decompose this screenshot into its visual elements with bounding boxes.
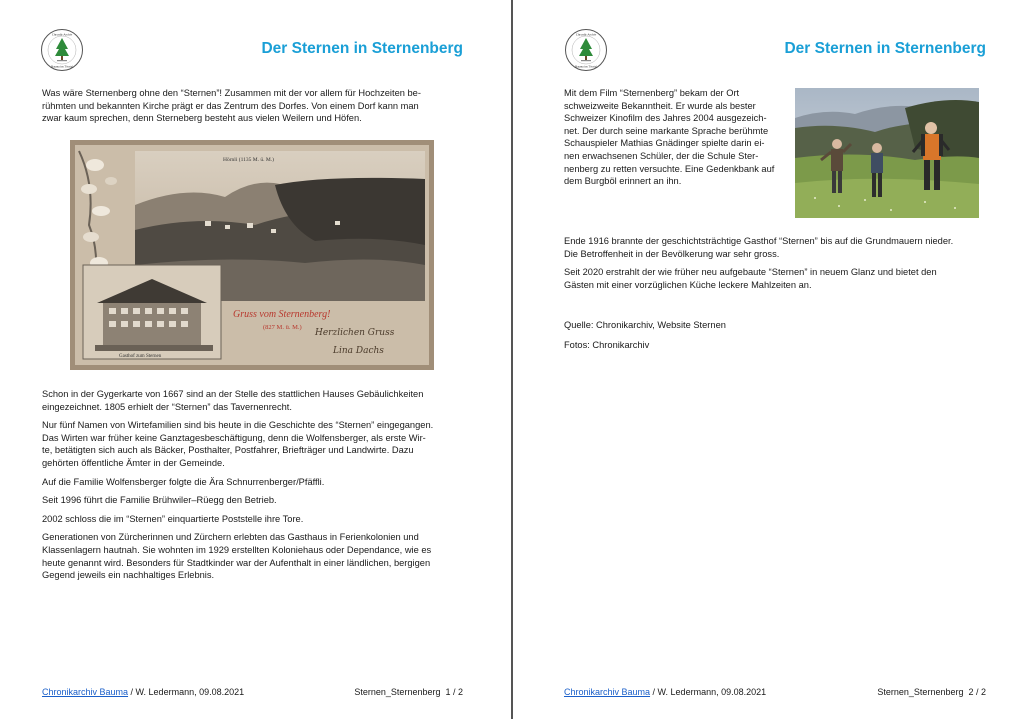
svg-text:Herzlichen Gruss: Herzlichen Gruss: [315, 328, 395, 338]
paragraph: Seit 2020 erstrahlt der wie früher neu aufgebaute “Sternen” in neuem Glanz und bietet den Gästen mit einer vorzüglichen Küche leckere Mahlzeiten an.: [564, 267, 937, 290]
paragraph: 2002 schloss die im “Sternen” einquartierte Poststelle ihre Tore.: [42, 513, 304, 524]
svg-text:Chronik-Archiv: Chronik-Archiv: [575, 32, 597, 37]
svg-text:Hörnli (1135 M. ü. M.): Hörnli (1135 M. ü. M.): [223, 157, 274, 163]
svg-text:Gasthof zum Sternen: Gasthof zum Sternen: [119, 354, 162, 359]
main-text: [42, 388, 482, 588]
footer-left: [42, 687, 244, 697]
chronik-archiv-logo-icon: [564, 28, 608, 72]
intro-text: [42, 87, 472, 131]
footer-author: / W. Ledermann, 09.08.2021: [128, 687, 245, 697]
paragraph: Ende 1916 brannte der geschichtsträchtige Gasthof “Sternen” bis auf die Grundmauern nieder. Die Betroffenheit in der Bevölkerung war sehr gross.: [564, 236, 954, 259]
footer-page-number: 2 / 2: [968, 687, 986, 697]
svg-text:Bauma im Tösstal: Bauma im Tösstal: [51, 64, 73, 69]
paragraph: Nur fünf Namen von Wirtefamilien sind bis heute in die Geschichte des “Sternen” eingegangen. Das Wirten war früher keine Ganztagesbeschäftigung, denn die Wolfensberger, als erste Wir- te, betätigten sich auch als Bäcker, Posthalter, Postfahrer, Briefträger und Landwirte. Dazu gehörten öffentliche Ämter in der Gemeinde.: [42, 420, 434, 468]
paragraph: Auf die Familie Wolfensberger folgte die Ära Schnurrenberger/Pfäffli.: [42, 476, 325, 487]
main-text: [564, 235, 1004, 297]
paragraph: Was wäre Sternenberg ohne den “Sternen”! Zusammen mit der vor allem für Hochzeiten be- rühmten und bekannten Kirche prägt er das Zentrum des Dorfes. Von einem Dorf kann man zwar kaum sprechen, denn Sterneberg besteht aus vielen Weilern und Höfen.: [42, 88, 421, 124]
paragraph: Mit dem Film “Sternenberg” bekam der Ort schweizweite Bekanntheit. Er wurde als bester Schweizer Kinofilm des Jahres 2004 ausgezeich- net. Der durch seine markante Sprache berühmte Schauspieler Mathias Gnädinger spielte darin ei- nen erwachsenen Schüler, der die Schule Ster- nenberg zu retten versuchte. Eine Gedenkbank auf dem Burgböl erinnert an ihn.: [564, 88, 775, 187]
svg-text:Bauma im Tösstal: Bauma im Tösstal: [575, 64, 597, 69]
footer-page-number: 1 / 2: [445, 687, 463, 697]
paragraph: Schon in der Gygerkarte von 1667 sind an der Stelle des stattlichen Hauses Gebäulichkeiten eingezeichnet. 1805 erhielt der “Sternen” das Tavernenrecht.: [42, 389, 424, 412]
svg-text:Lina Dachs: Lina Dachs: [333, 346, 384, 356]
page-title: Der Sternen in Sternenberg: [784, 40, 986, 57]
sources: [564, 319, 1004, 357]
svg-text:Gruss vom Sternenberg!: Gruss vom Sternenberg!: [233, 309, 331, 320]
paragraph: Seit 1996 führt die Familie Brühwiler–Rüegg den Betrieb.: [42, 495, 277, 506]
postcard-illustration: [75, 145, 429, 365]
source-line: Quelle: Chronikarchiv, Website Sternen: [564, 320, 726, 330]
chronikarchiv-link[interactable]: Chronikarchiv Bauma: [564, 687, 651, 697]
page-title: Der Sternen in Sternenberg: [261, 40, 463, 57]
svg-text:Chronik-Archiv: Chronik-Archiv: [51, 32, 73, 37]
chronikarchiv-link[interactable]: Chronikarchiv Bauma: [42, 687, 129, 697]
footer-filename: Sternen_Sternenberg: [354, 687, 441, 697]
film-still-photo: [795, 88, 979, 218]
photo-credit: Fotos: Chronikarchiv: [564, 339, 650, 350]
film-still-illustration: [795, 88, 979, 218]
footer-right: [877, 687, 986, 697]
document-page-1: [0, 0, 511, 719]
footer-left: [564, 687, 766, 697]
footer-author: / W. Ledermann, 09.08.2021: [650, 687, 767, 697]
footer-right: [354, 687, 463, 697]
paragraph: Generationen von Zürcherinnen und Zürchern erlebten das Gasthaus in Ferienkolonien und Klassenlagern hautnah. Sie wohnten im 1929 erstellten Koloniehaus oder Dependance, wie es heute genannt wird. Besonders für Stadtkinder war der Aufenthalt in einer ländlichen, bergigen Gegend jeweils ein nachhaltiges Erlebnis.: [42, 532, 432, 581]
historic-postcard-image: [70, 140, 434, 370]
film-text: [564, 87, 800, 194]
svg-text:(827 M. ü. M.): (827 M. ü. M.): [263, 324, 302, 331]
footer-filename: Sternen_Sternenberg: [877, 687, 964, 697]
chronik-archiv-logo-icon: [40, 28, 84, 72]
